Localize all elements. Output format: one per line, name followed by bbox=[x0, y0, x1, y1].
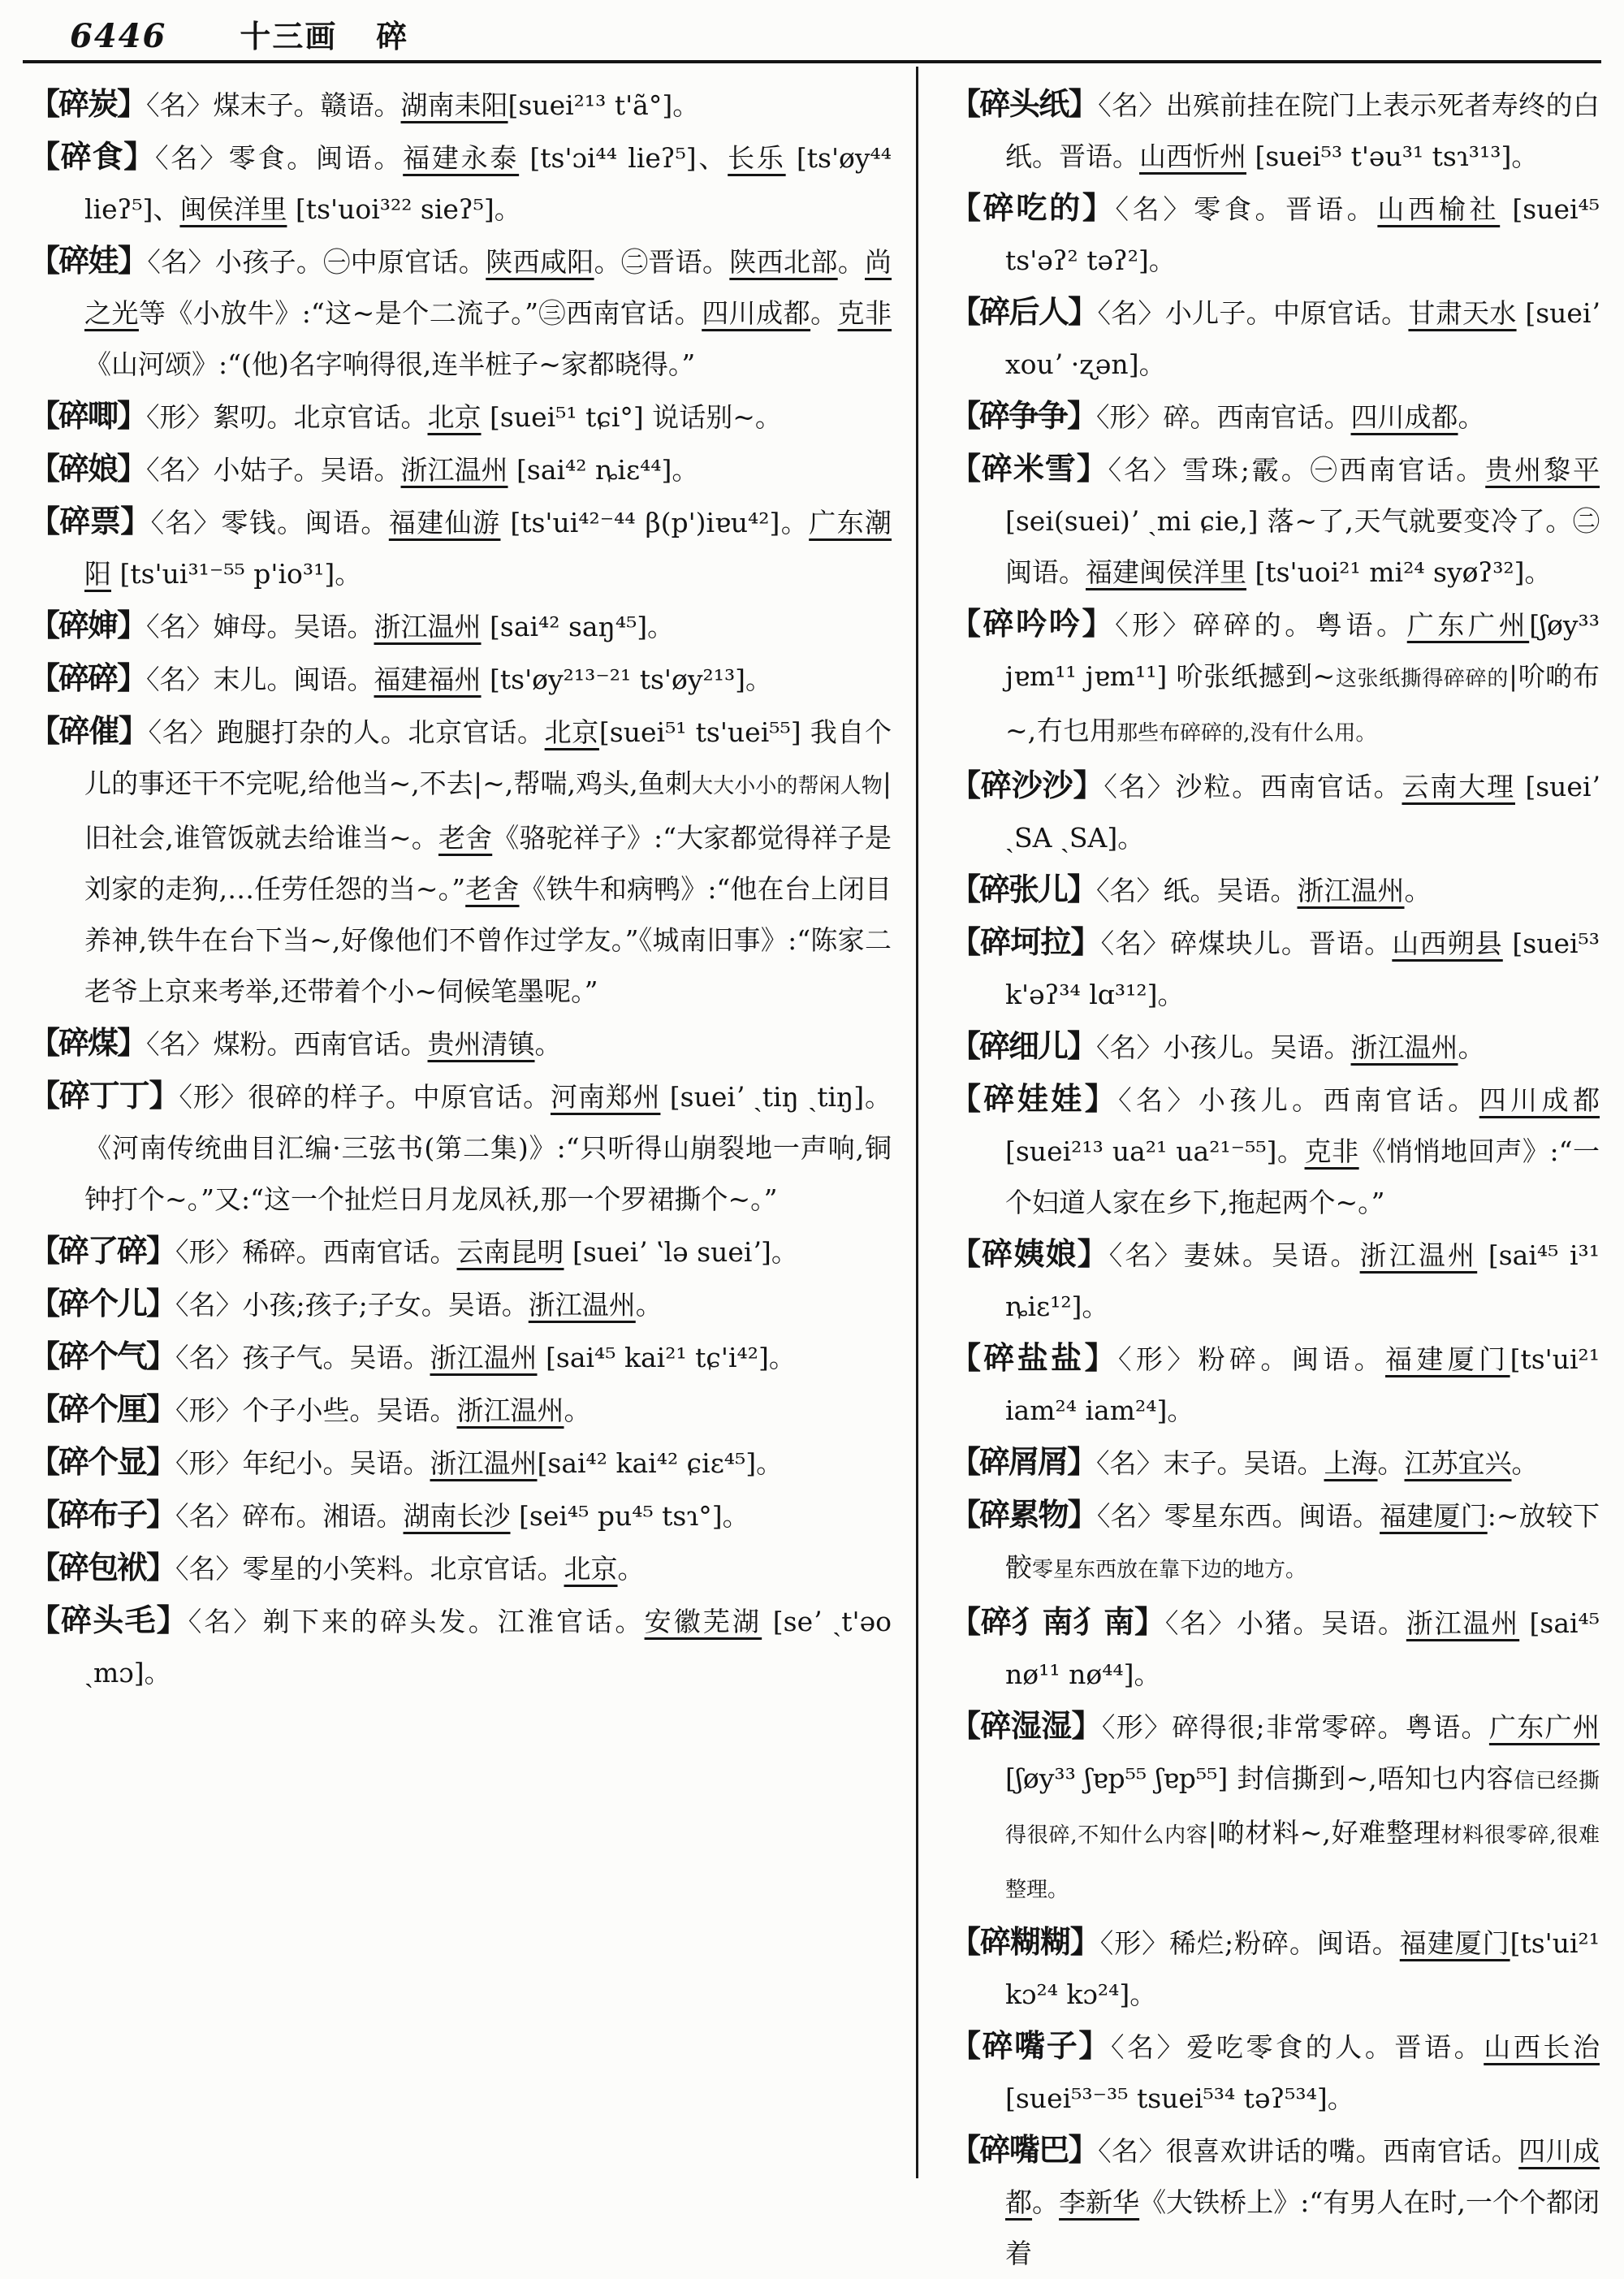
entry-headword: 【碎个厘】 bbox=[29, 1390, 176, 1427]
definition-text: 〈名〉零钱。闽语。 bbox=[150, 507, 389, 538]
entry-headword: 【碎头纸】 bbox=[950, 85, 1099, 122]
dictionary-entry bbox=[29, 78, 892, 131]
definition-text: [ts'ui⁴²⁻⁴⁴ β(p')iɐu⁴²]。 bbox=[500, 507, 810, 538]
definition-text: [suei²¹³ ua²¹ ua²¹⁻⁵⁵]。 bbox=[1005, 1135, 1305, 1167]
entry-headword: 【碎个气】 bbox=[29, 1338, 176, 1374]
proper-noun: 浙江温州 bbox=[430, 1447, 538, 1479]
proper-noun: 福建厦门 bbox=[1399, 1927, 1510, 1959]
dictionary-entry bbox=[29, 652, 892, 705]
definition-text: [sei(suei)ʼ ˏmi ɕie,] 落~了,天气就要变冷了。㊁闽语。 bbox=[1005, 505, 1600, 588]
proper-noun: 李新华 bbox=[1059, 2186, 1140, 2218]
proper-noun: 安徽芜湖 bbox=[644, 1606, 762, 1637]
definition-text: 〈名〉碎煤块儿。晋语。 bbox=[1100, 928, 1393, 959]
gloss-text: 材料很零碎,很难整理。 bbox=[1005, 1823, 1600, 1902]
definition-text: 。 bbox=[1032, 2186, 1060, 2218]
entry-headword: 【碎米雪】 bbox=[950, 450, 1108, 487]
proper-noun: 福建永泰 bbox=[403, 142, 520, 174]
proper-noun: 福建闽侯洋里 bbox=[1086, 556, 1246, 588]
definition-text: [sai⁴² saŋ⁴⁵]。 bbox=[481, 611, 675, 642]
definition-text: 《铁牛和病鸭》:“他在台上闭目养神,铁牛在台下当~,好像他们不曾作过学友。”《城南旧事》:“陈家二老爷上京来考举,还带着个小~伺候笔墨呢。” bbox=[84, 873, 892, 1007]
proper-noun: 浙江温州 bbox=[1297, 875, 1405, 906]
proper-noun: 四川成都 bbox=[1350, 401, 1458, 433]
proper-noun: 山西榆社 bbox=[1377, 193, 1501, 225]
definition-text: 《大铁桥上》:“有男人在时,一个个都闭着 bbox=[1005, 2186, 1600, 2269]
definition-text: :~放较下骹 bbox=[1005, 1500, 1600, 1583]
entry-headword: 【碎煤】 bbox=[29, 1024, 147, 1061]
dictionary-entry bbox=[29, 599, 892, 652]
definition-text: 〈名〉沙粒。西南官话。 bbox=[1104, 771, 1402, 802]
definition-text: [ts'ui²¹ iam²⁴ iam²⁴]。 bbox=[1005, 1343, 1600, 1426]
gloss-text: 零星东西放在靠下边的地方。 bbox=[1032, 1558, 1307, 1582]
definition-text: 〈名〉小儿子。中原官话。 bbox=[1097, 297, 1409, 329]
definition-text: 。 bbox=[617, 1553, 645, 1585]
dictionary-entry bbox=[29, 705, 892, 1017]
dictionary-entry bbox=[29, 1542, 892, 1594]
dictionary-entry bbox=[29, 1383, 892, 1436]
dictionary-entry bbox=[29, 235, 892, 390]
dictionary-entry bbox=[950, 182, 1600, 286]
dictionary-entry bbox=[950, 1332, 1600, 1436]
entry-headword: 【碎嘴子】 bbox=[950, 2027, 1111, 2064]
proper-noun: 老舍 bbox=[465, 873, 520, 905]
definition-text: [suei⁴⁵ ts'əʔ² təʔ²]。 bbox=[1005, 193, 1600, 276]
definition-text: [suei⁵³⁻³⁵ tsuei⁵³⁴ təʔ⁵³⁴]。 bbox=[1005, 2082, 1354, 2114]
definition-text: 〈名〉雪珠;霰。㊀西南官话。 bbox=[1108, 454, 1486, 486]
dictionary-entry bbox=[950, 863, 1600, 916]
entry-headword: 【碎个儿】 bbox=[29, 1285, 176, 1321]
definition-text: |吤啲布~,冇乜用 bbox=[1005, 660, 1600, 746]
proper-noun: 甘肃天水 bbox=[1408, 297, 1517, 329]
definition-text: [sai⁴² ȵiɛ⁴⁴]。 bbox=[508, 454, 699, 486]
entry-headword: 【碎后人】 bbox=[950, 293, 1098, 330]
entry-headword: 【碎票】 bbox=[29, 503, 151, 539]
definition-text: 〈名〉碎布。湘语。 bbox=[175, 1500, 404, 1532]
entry-headword: 【碎碎】 bbox=[29, 659, 147, 696]
proper-noun: 浙江温州 bbox=[374, 611, 482, 642]
entry-headword: 【碎吃的】 bbox=[950, 189, 1116, 226]
entry-headword: 【碎炭】 bbox=[29, 85, 147, 122]
proper-noun: 四川成都 bbox=[1479, 1084, 1600, 1116]
dictionary-entry bbox=[29, 1594, 892, 1698]
definition-text: 〈名〉煤粉。西南官话。 bbox=[146, 1028, 428, 1060]
definition-text: [suei⁵³ t'əu³¹ tsɿ³¹³]。 bbox=[1246, 141, 1539, 172]
definition-text: 〈名〉爱吃零食的人。晋语。 bbox=[1110, 2031, 1484, 2063]
definition-text: [sei⁴⁵ pu⁴⁵ tsɿ°]。 bbox=[510, 1500, 749, 1532]
dictionary-entry bbox=[29, 443, 892, 495]
definition-text: 等《小放牛》:“这~是个二流子。”㊂西南官话。 bbox=[138, 297, 702, 329]
definition-text: 《骆驼祥子》:“大家都觉得祥子是刘家的走狗,…任劳任怨的当~。” bbox=[84, 822, 892, 905]
definition-text: [ʃøy³³ jɐm¹¹ jɐm¹¹] 吤张纸撼到~ bbox=[1005, 609, 1600, 692]
proper-noun: 北京 bbox=[564, 1553, 618, 1585]
definition-text: 。 bbox=[1377, 1447, 1405, 1479]
definition-text: 〈形〉絮叨。北京官话。 bbox=[146, 401, 428, 433]
proper-noun: 克非 bbox=[837, 297, 892, 329]
definition-text: 〈名〉出殡前挂在院门上表示死者寿终的白纸。晋语。 bbox=[1005, 89, 1600, 172]
dictionary-entry bbox=[950, 1916, 1600, 2020]
proper-noun: 北京 bbox=[427, 401, 482, 433]
definition-text: [ts'ui²¹ kɔ²⁴ kɔ²⁴]。 bbox=[1005, 1927, 1600, 2010]
definition-text: 〈形〉粉碎。闽语。 bbox=[1117, 1343, 1385, 1375]
entry-headword: 【碎坷拉】 bbox=[950, 923, 1101, 960]
definition-text: 〈形〉稀碎。西南官话。 bbox=[175, 1236, 457, 1268]
dictionary-entry bbox=[950, 1073, 1600, 1228]
entry-headword: 【碎累物】 bbox=[950, 1496, 1097, 1533]
dictionary-entry bbox=[950, 1228, 1600, 1332]
proper-noun: 福建厦门 bbox=[1380, 1500, 1488, 1532]
dictionary-entry bbox=[29, 1330, 892, 1383]
entry-headword: 【碎盐盐】 bbox=[950, 1339, 1118, 1376]
definition-text: [ts'ui³¹⁻⁵⁵ p'io³¹]。 bbox=[111, 558, 362, 590]
definition-text: 〈形〉碎。西南官话。 bbox=[1096, 401, 1351, 433]
entry-headword: 【碎头毛】 bbox=[29, 1602, 188, 1638]
definition-text: [seʼ ˏt'əo ˏmɔ]。 bbox=[84, 1606, 892, 1689]
definition-text: 〈名〉零食。闽语。 bbox=[154, 142, 404, 174]
dictionary-entry bbox=[950, 2020, 1600, 2124]
entry-headword: 【碎湿湿】 bbox=[950, 1707, 1102, 1744]
definition-text: |啲材料~,好难整理 bbox=[1207, 1817, 1441, 1849]
proper-noun: 浙江温州 bbox=[400, 454, 508, 486]
definition-text: 〈名〉很喜欢讲话的嘴。西南官话。 bbox=[1098, 2135, 1519, 2167]
entry-headword: 【碎嘴巴】 bbox=[950, 2131, 1099, 2168]
definition-text: 〈形〉很碎的样子。中原官话。 bbox=[179, 1081, 551, 1113]
entry-headword: 【碎屑屑】 bbox=[950, 1443, 1097, 1480]
dictionary-entry bbox=[29, 1278, 892, 1330]
definition-text: 〈形〉碎得很;非常零碎。粤语。 bbox=[1101, 1711, 1489, 1743]
definition-text: 〈名〉小孩儿。吴语。 bbox=[1096, 1031, 1351, 1063]
column-divider bbox=[916, 67, 918, 2178]
definition-text: [sueiʼ ʽlə sueiʼ]。 bbox=[564, 1236, 798, 1268]
definition-text: [ts'uoi³²² sieʔ⁵]。 bbox=[287, 193, 521, 225]
definition-text: 。 bbox=[1458, 401, 1485, 433]
dictionary-entry bbox=[29, 1017, 892, 1070]
definition-text: 〈名〉跑腿打杂的人。北京官话。 bbox=[148, 716, 545, 748]
dictionary-entry bbox=[950, 78, 1600, 182]
proper-noun: 河南郑州 bbox=[550, 1081, 661, 1113]
definition-text: 〈形〉碎碎的。粤语。 bbox=[1115, 609, 1407, 641]
definition-text: 〈名〉纸。吴语。 bbox=[1096, 875, 1298, 906]
definition-text: [ts'ɔi⁴⁴ lieʔ⁵]、 bbox=[519, 142, 728, 174]
proper-noun: 福建厦门 bbox=[1385, 1343, 1510, 1375]
dictionary-entry bbox=[29, 1489, 892, 1542]
dictionary-entry bbox=[950, 759, 1600, 863]
page-number: 6446 bbox=[70, 17, 167, 55]
proper-noun: 山西长治 bbox=[1484, 2031, 1600, 2063]
proper-noun: 老舍 bbox=[438, 822, 493, 854]
definition-text: 〈名〉妻妹。吴语。 bbox=[1108, 1239, 1360, 1271]
dictionary-entry bbox=[950, 2124, 1600, 2279]
entry-headword: 【碎细儿】 bbox=[950, 1027, 1097, 1064]
stroke-section-label: 十三画 bbox=[240, 18, 338, 54]
dictionary-entry bbox=[950, 1700, 1600, 1916]
entry-headword: 【碎争争】 bbox=[950, 397, 1097, 434]
dictionary-entry bbox=[29, 495, 892, 599]
definition-text: [sueiʼ xouʼ ·ʐən]。 bbox=[1005, 297, 1600, 380]
entry-headword: 【碎糊糊】 bbox=[950, 1923, 1100, 1960]
definition-text: [ts'uoi²¹ mi²⁴ syøʔ³²]。 bbox=[1246, 556, 1552, 588]
dictionary-entry bbox=[950, 1596, 1600, 1700]
definition-text: 〈形〉年纪小。吴语。 bbox=[175, 1447, 430, 1479]
definition-text: [suei⁵¹ tɕi°] 说话别~。 bbox=[481, 401, 782, 433]
proper-noun: 闽侯洋里 bbox=[179, 193, 287, 225]
dictionary-entry bbox=[950, 1489, 1600, 1596]
proper-noun: 浙江温州 bbox=[1359, 1239, 1478, 1271]
dictionary-entry bbox=[950, 1436, 1600, 1489]
definition-text: 。 bbox=[1511, 1447, 1539, 1479]
definition-text: 〈名〉小孩儿。西南官话。 bbox=[1118, 1084, 1479, 1116]
definition-text: 〈形〉稀烂;粉碎。闽语。 bbox=[1099, 1927, 1400, 1959]
proper-noun: 陕西北部 bbox=[729, 246, 838, 278]
definition-text: 〈名〉煤末子。赣语。 bbox=[146, 89, 401, 121]
entry-headword: 【碎婶】 bbox=[29, 607, 147, 643]
definition-text: 〈名〉剃下来的碎头发。江淮官话。 bbox=[188, 1606, 645, 1637]
dictionary-entry bbox=[950, 916, 1600, 1020]
definition-text: [sai⁴² kai⁴² ɕiɛ⁴⁵]。 bbox=[537, 1447, 784, 1479]
definition-text: [sueiʼ ˏtiŋ ˏtiŋ]。《河南传统曲目汇编·三弦书(第二集)》:“只听得山崩裂地一声响,铜钟打个~。”又:“这一个扯烂日月龙凤袄,那一个罗裙撕个~。” bbox=[84, 1081, 892, 1215]
gloss-text: 那些布碎碎的,没有什么用。 bbox=[1116, 721, 1377, 746]
definition-text: [ts'øy⁴⁴ lieʔ⁵]、 bbox=[84, 142, 892, 225]
right-column bbox=[950, 78, 1600, 2279]
dictionary-entry bbox=[29, 390, 892, 443]
gloss-text: 这张纸撕得碎碎的 bbox=[1335, 667, 1509, 691]
definition-text: [sai⁴⁵ kai²¹ tɕ'i⁴²]。 bbox=[537, 1342, 796, 1373]
entry-headword: 【碎了碎】 bbox=[29, 1232, 176, 1269]
proper-noun: 四川成都 bbox=[1005, 2135, 1600, 2218]
proper-noun: 江苏宜兴 bbox=[1404, 1447, 1512, 1479]
definition-text: 。 bbox=[635, 1289, 663, 1321]
proper-noun: 山西忻州 bbox=[1139, 141, 1246, 172]
definition-text: 〈名〉小孩子。㊀中原官话。 bbox=[147, 246, 486, 278]
proper-noun: 上海 bbox=[1324, 1447, 1378, 1479]
entry-headword: 【碎丁丁】 bbox=[29, 1077, 179, 1114]
proper-noun: 克非 bbox=[1304, 1135, 1359, 1167]
definition-text: 〈形〉个子小些。吴语。 bbox=[175, 1395, 457, 1426]
proper-noun: 长乐 bbox=[728, 142, 786, 174]
proper-noun: 浙江温州 bbox=[1350, 1031, 1458, 1063]
proper-noun: 贵州黎平 bbox=[1485, 454, 1600, 486]
dictionary-entry bbox=[29, 1070, 892, 1225]
proper-noun: 山西朔县 bbox=[1392, 928, 1503, 959]
proper-noun: 贵州清镇 bbox=[427, 1028, 535, 1060]
left-column bbox=[29, 78, 892, 1698]
entry-headword: 【碎沙沙】 bbox=[950, 767, 1104, 803]
proper-noun: 湖南长沙 bbox=[403, 1500, 511, 1532]
gloss-text: 信已经撕得很碎,不知什么内容 bbox=[1005, 1769, 1600, 1848]
dictionary-entry bbox=[29, 131, 892, 235]
dictionary-entry bbox=[950, 443, 1600, 598]
definition-text: 〈名〉零星的小笑料。北京官话。 bbox=[175, 1553, 564, 1585]
definition-text: 〈名〉末子。吴语。 bbox=[1096, 1447, 1324, 1479]
entry-headword: 【碎布子】 bbox=[29, 1496, 176, 1533]
definition-text: 。㊁晋语。 bbox=[594, 246, 730, 278]
entry-headword: 【碎娃】 bbox=[29, 242, 148, 279]
definition-text: [suei⁵¹ ts'uei⁵⁵] 我自个儿的事还干不完呢,给他当~,不去|~,帮喘,鸡头,鱼刺 bbox=[84, 716, 892, 799]
definition-text: [sueiʼ ˏSA ˏSA]。 bbox=[1005, 771, 1600, 854]
definition-text: 。 bbox=[810, 297, 838, 329]
proper-noun: 浙江温州 bbox=[430, 1342, 538, 1373]
entry-headword: 【碎吟吟】 bbox=[950, 605, 1116, 642]
definition-text: 。 bbox=[837, 246, 866, 278]
entry-headword: 【碎食】 bbox=[29, 138, 155, 175]
definition-text: 。 bbox=[564, 1395, 591, 1426]
dictionary-entry bbox=[29, 1436, 892, 1489]
head-character: 碎 bbox=[376, 18, 409, 54]
dictionary-entry bbox=[950, 1020, 1600, 1073]
definition-text: 《悄悄地回声》:“一个妇道人家在乡下,拖起两个~。” bbox=[1005, 1135, 1600, 1218]
entry-headword: 【碎张儿】 bbox=[950, 871, 1097, 907]
proper-noun: 浙江温州 bbox=[1406, 1607, 1520, 1639]
proper-noun: 尚之光 bbox=[84, 246, 892, 329]
entry-headword: 【碎唧】 bbox=[29, 397, 147, 434]
definition-text: 〈名〉婶母。吴语。 bbox=[146, 611, 374, 642]
dictionary-entry bbox=[950, 286, 1600, 390]
definition-text: 〈名〉末儿。闽语。 bbox=[146, 664, 374, 695]
proper-noun: 云南昆明 bbox=[456, 1236, 564, 1268]
header-rule bbox=[23, 60, 1601, 63]
proper-noun: 云南大理 bbox=[1402, 771, 1515, 802]
proper-noun: 北京 bbox=[544, 716, 599, 748]
entry-headword: 【碎个显】 bbox=[29, 1443, 176, 1480]
page-header bbox=[70, 11, 408, 56]
proper-noun: 浙江温州 bbox=[456, 1395, 564, 1426]
definition-text: 〈名〉零食。晋语。 bbox=[1115, 193, 1378, 225]
entry-headword: 【碎犭南犭南】 bbox=[950, 1603, 1165, 1640]
definition-text: 《山河颂》:“(他)名字响得很,连半桩子~家都晓得。” bbox=[84, 348, 696, 380]
gloss-text: 大大小小的帮闲人物 bbox=[692, 774, 883, 798]
definition-text: [sai⁴⁵ i³¹ ȵiɛ¹²]。 bbox=[1005, 1239, 1600, 1322]
entry-headword: 【碎姨娘】 bbox=[950, 1235, 1109, 1272]
proper-noun: 福建仙游 bbox=[388, 507, 501, 538]
proper-noun: 四川成都 bbox=[702, 297, 811, 329]
definition-text: [suei⁵³ k'əʔ³⁴ lɑ³¹²]。 bbox=[1005, 928, 1600, 1010]
definition-text: [ts'øy²¹³⁻²¹ ts'øy²¹³]。 bbox=[481, 664, 773, 695]
definition-text: 〈名〉小姑子。吴语。 bbox=[146, 454, 401, 486]
proper-noun: 广东潮阳 bbox=[84, 507, 892, 590]
proper-noun: 广东广州 bbox=[1488, 1711, 1600, 1743]
entry-headword: 【碎娘】 bbox=[29, 450, 147, 487]
dictionary-entry bbox=[950, 390, 1600, 443]
definition-text: 。 bbox=[1404, 875, 1432, 906]
definition-text: [sai⁴⁵ nø¹¹ nø⁴⁴]。 bbox=[1005, 1607, 1600, 1690]
definition-text: 〈名〉小猪。吴语。 bbox=[1164, 1607, 1406, 1639]
dictionary-entry bbox=[950, 598, 1600, 759]
definition-text: |旧社会,谁管饭就去给谁当~。 bbox=[84, 768, 892, 854]
dictionary-entry bbox=[29, 1225, 892, 1278]
entry-headword: 【碎包袱】 bbox=[29, 1549, 176, 1585]
entry-headword: 【碎娃娃】 bbox=[950, 1080, 1119, 1117]
proper-noun: 湖南耒阳 bbox=[400, 89, 508, 121]
entry-headword: 【碎催】 bbox=[29, 712, 149, 749]
definition-text: 。 bbox=[534, 1028, 562, 1060]
definition-text: [suei²¹³ t'ã°]。 bbox=[508, 89, 700, 121]
proper-noun: 福建福州 bbox=[374, 664, 482, 695]
definition-text: 。 bbox=[1458, 1031, 1485, 1063]
definition-text: 〈名〉小孩;孩子;子女。吴语。 bbox=[175, 1289, 529, 1321]
proper-noun: 广东广州 bbox=[1406, 609, 1530, 641]
definition-text: [ʃøy³³ ʃɐp⁵⁵ ʃɐp⁵⁵] 封信撕到~,唔知乜内容 bbox=[1005, 1762, 1514, 1794]
proper-noun: 陕西咸阳 bbox=[486, 246, 594, 278]
definition-text: 〈名〉孩子气。吴语。 bbox=[175, 1342, 430, 1373]
proper-noun: 浙江温州 bbox=[528, 1289, 636, 1321]
definition-text: 〈名〉零星东西。闽语。 bbox=[1096, 1500, 1380, 1532]
